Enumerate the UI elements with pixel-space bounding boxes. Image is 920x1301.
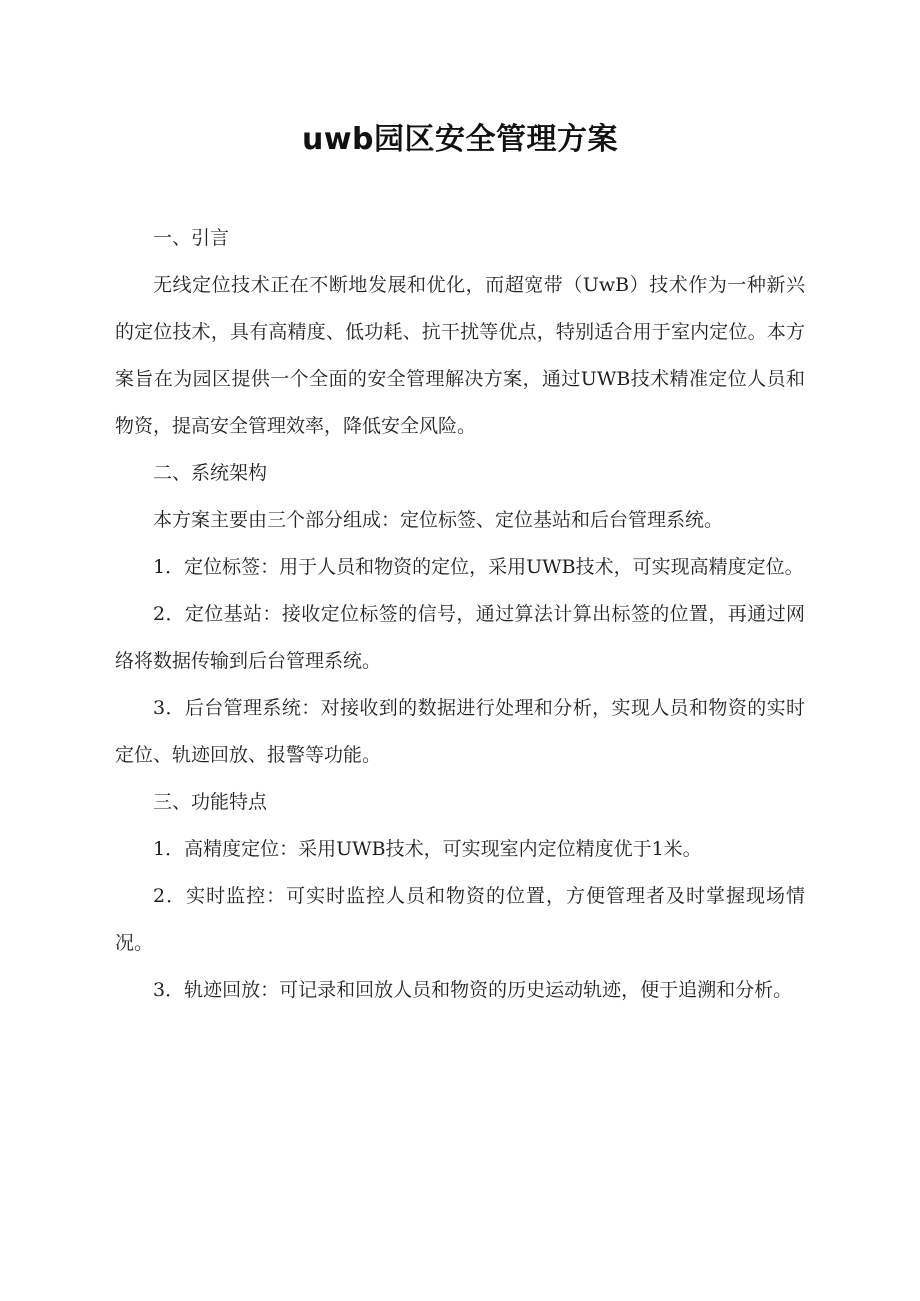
list-item-track-playback: 3．轨迹回放：可记录和回放人员和物资的历史运动轨迹，便于追溯和分析。 (153, 979, 793, 1001)
section-heading-features: 三、功能特点 (153, 791, 268, 813)
document-body (115, 215, 805, 1014)
list-item-positioning-tag: 1．定位标签：用于人员和物资的定位，采用UWB技术，可实现高精度定位。 (153, 556, 804, 578)
page-title: uwb园区安全管理方案 (301, 122, 619, 157)
list-item-base-station: 2．定位基站：接收定位标签的信号，通过算法计算出标签的位置，再通过网络将数据传输到后台管理系统。 (115, 603, 805, 672)
paragraph-intro: 无线定位技术正在不断地发展和优化，而超宽带（UwB）技术作为一种新兴的定位技术，具有高精度、低功耗、抗干扰等优点，特别适合用于室内定位。本方案旨在为园区提供一个全面的安全管理解决方案，通过UWB技术精准定位人员和物资，提高安全管理效率，降低安全风险。 (115, 274, 805, 437)
section-heading-architecture: 二、系统架构 (153, 462, 268, 484)
list-item-backend-system: 3．后台管理系统：对接收到的数据进行处理和分析，实现人员和物资的实时定位、轨迹回放、报警等功能。 (115, 697, 805, 766)
list-item-high-precision: 1．高精度定位：采用UWB技术，可实现室内定位精度优于1米。 (153, 838, 702, 860)
paragraph-architecture-summary: 本方案主要由三个部分组成：定位标签、定位基站和后台管理系统。 (153, 509, 724, 531)
list-item-realtime-monitoring: 2．实时监控：可实时监控人员和物资的位置，方便管理者及时掌握现场情况。 (115, 885, 805, 954)
section-heading-intro: 一、引言 (153, 227, 230, 249)
